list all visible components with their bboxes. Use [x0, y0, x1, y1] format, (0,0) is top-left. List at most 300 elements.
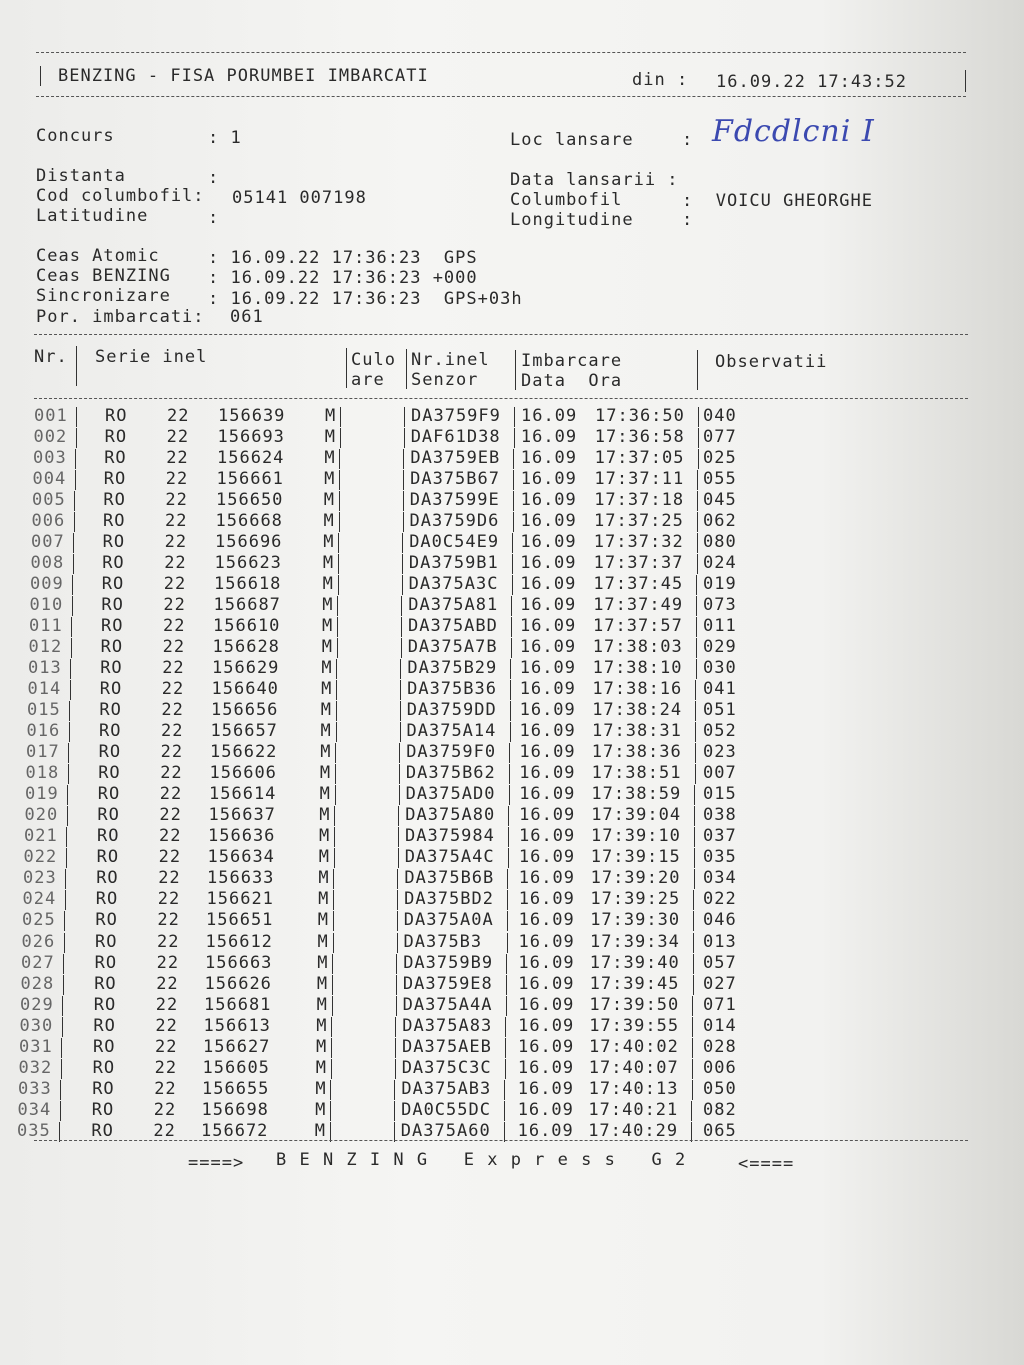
cell-sex: M	[318, 847, 330, 868]
table-row	[0, 1037, 1024, 1057]
sincronizare-label: Sincronizare	[36, 286, 171, 306]
cell-nr: 015	[27, 700, 61, 721]
cell-tara: RO	[93, 1036, 116, 1057]
cell-nr: 006	[31, 511, 66, 532]
cell-senzor: DA375A60	[400, 1120, 491, 1141]
cell-tara: RO	[93, 1015, 116, 1036]
cell-data: 16.09	[520, 490, 577, 511]
cell-tara: RO	[97, 784, 121, 805]
cell-inel: 156657	[210, 721, 278, 742]
cell-inel: 156656	[211, 700, 279, 721]
cell-data: 16.09	[518, 931, 575, 952]
table-row	[0, 427, 1024, 447]
table-row	[0, 868, 1024, 888]
row-sep-obs	[697, 470, 698, 490]
cell-data: 16.09	[519, 658, 576, 679]
cell-sex: M	[323, 490, 336, 511]
cell-ora: 17:39:40	[589, 952, 680, 973]
header-right-bar	[965, 70, 966, 92]
cell-nr: 033	[18, 1078, 52, 1099]
col-serie-inel: Serie inel	[95, 347, 208, 367]
row-sep-nr	[71, 638, 72, 658]
table-bottom-rule	[34, 1140, 968, 1141]
cell-data: 16.09	[520, 616, 577, 637]
cell-tara: RO	[103, 469, 127, 490]
row-sep-obs	[697, 554, 698, 574]
cell-observatii: 055	[703, 469, 737, 490]
table-row	[0, 532, 1024, 552]
row-sep-data	[513, 491, 514, 511]
cell-nr: 029	[20, 994, 54, 1015]
cell-tara: RO	[95, 931, 118, 952]
cell-an: 22	[161, 721, 184, 742]
col-divider-nr	[76, 346, 77, 386]
cell-ora: 17:39:30	[590, 910, 681, 931]
cell-an: 22	[157, 931, 180, 952]
cell-inel: 156650	[216, 490, 284, 511]
cell-senzor: DA375A81	[408, 595, 499, 616]
cell-senzor: DA3759F9	[411, 406, 501, 426]
cell-observatii: 013	[703, 931, 737, 952]
cell-ora: 17:37:57	[593, 616, 683, 637]
cell-nr: 024	[22, 889, 57, 910]
cell-observatii: 046	[703, 910, 737, 931]
cell-senzor: DA375A14	[406, 721, 497, 742]
cell-inel: 156633	[207, 868, 275, 889]
cell-an: 22	[157, 889, 181, 910]
longitudine-label: Longitudine	[510, 210, 634, 230]
row-sep-obs	[694, 848, 695, 868]
table-row	[0, 910, 1024, 930]
cell-inel: 156651	[206, 910, 274, 931]
row-sep-obs	[697, 512, 698, 532]
cell-nr: 025	[22, 910, 56, 931]
row-sep-nr	[74, 491, 75, 511]
cell-tara: RO	[97, 826, 120, 847]
row-sep-nr	[76, 428, 77, 448]
cell-an: 22	[158, 868, 181, 889]
table-row	[0, 721, 1024, 741]
cell-observatii: 051	[703, 700, 737, 721]
row-sep-nr	[68, 743, 69, 763]
row-sep-data	[506, 996, 507, 1016]
cell-nr: 034	[17, 1099, 52, 1120]
cell-tara: RO	[105, 406, 128, 426]
row-sep-sex	[336, 701, 337, 721]
row-sep-nr	[66, 827, 67, 847]
row-sep-senzor	[396, 996, 397, 1016]
cell-observatii: 007	[703, 763, 737, 784]
row-sep-senzor	[403, 491, 404, 511]
cell-ora: 17:37:45	[593, 574, 684, 595]
row-sep-senzor	[398, 806, 399, 826]
cell-observatii: 080	[703, 532, 737, 553]
cell-tara: RO	[93, 994, 117, 1015]
table-row	[0, 700, 1024, 720]
row-sep-senzor	[395, 1017, 396, 1037]
cell-sex: M	[315, 1099, 327, 1120]
cell-senzor: DA375B6B	[404, 868, 495, 889]
table-row	[0, 511, 1024, 531]
row-sep-senzor	[401, 638, 402, 658]
row-sep-sex	[340, 428, 341, 448]
cell-an: 22	[157, 910, 180, 931]
cell-an: 22	[153, 1099, 177, 1120]
cell-sex: M	[324, 448, 336, 469]
row-sep-senzor	[396, 975, 397, 995]
cell-sex: M	[319, 784, 331, 805]
cell-tara: RO	[91, 1120, 114, 1141]
cell-tara: RO	[96, 847, 120, 868]
cell-inel: 156681	[204, 994, 272, 1015]
longitudine-value: :	[682, 210, 694, 230]
cell-an: 22	[160, 763, 183, 784]
row-sep-nr	[75, 449, 76, 469]
cell-tara: RO	[103, 511, 126, 532]
cell-nr: 004	[32, 469, 67, 490]
ceas-atomic-label: Ceas Atomic	[36, 246, 160, 266]
row-sep-sex	[333, 869, 334, 889]
row-sep-data	[513, 470, 514, 490]
cell-tara: RO	[94, 952, 118, 973]
cell-inel: 156640	[211, 679, 279, 700]
cell-nr: 011	[29, 616, 63, 637]
distanta-label: Distanta	[36, 166, 126, 186]
cod-columbofil-label: Cod columbofil:	[36, 186, 205, 206]
col-nr-inel-line2: Senzor	[411, 370, 479, 390]
row-sep-senzor	[401, 596, 402, 616]
cell-data: 16.09	[520, 574, 577, 595]
cell-inel: 156634	[207, 847, 275, 868]
distanta-value: :	[208, 168, 220, 188]
cell-senzor: DA375A4A	[402, 994, 493, 1015]
row-sep-sex	[336, 722, 337, 742]
row-sep-sex	[339, 491, 340, 511]
columbofil-label: Columbofil	[510, 190, 623, 210]
cell-ora: 17:39:34	[590, 931, 680, 952]
row-sep-data	[510, 722, 511, 742]
cell-ora: 17:39:50	[589, 994, 680, 1015]
row-sep-senzor	[399, 764, 400, 784]
cell-ora: 17:38:59	[591, 784, 682, 805]
cell-ora: 17:37:25	[594, 511, 684, 532]
row-sep-data	[509, 785, 510, 805]
row-sep-sex	[337, 596, 338, 616]
cell-inel: 156628	[212, 637, 280, 658]
cell-tara: RO	[101, 616, 124, 637]
cell-data: 16.09	[519, 742, 576, 763]
row-sep-senzor	[394, 1101, 395, 1121]
cell-sex: M	[320, 742, 332, 763]
cell-sex: M	[319, 826, 331, 847]
data-lansarii-label: Data lansarii :	[510, 170, 679, 190]
row-sep-nr	[63, 975, 64, 995]
row-sep-sex	[336, 680, 337, 700]
row-sep-sex	[335, 764, 336, 784]
col-divider-culoare	[406, 349, 407, 389]
cell-ora: 17:36:50	[595, 406, 685, 426]
cell-nr: 030	[19, 1015, 54, 1036]
table-row	[0, 763, 1024, 783]
row-sep-data	[510, 659, 511, 679]
table-row	[0, 889, 1024, 909]
cell-senzor: DA0C55DC	[401, 1099, 491, 1120]
cell-an: 22	[166, 448, 189, 469]
cell-senzor: DA375B67	[410, 469, 500, 490]
cell-tara: RO	[101, 595, 124, 616]
cell-observatii: 077	[703, 427, 737, 448]
row-sep-sex	[334, 827, 335, 847]
cell-data: 16.09	[517, 1120, 574, 1141]
cell-senzor: DA375A3C	[408, 574, 499, 595]
cell-data: 16.09	[517, 1078, 574, 1099]
cell-senzor: DA375A4C	[404, 847, 495, 868]
cell-nr: 010	[29, 595, 64, 616]
row-sep-data	[512, 554, 513, 574]
cell-ora: 17:38:10	[592, 658, 683, 679]
row-sep-obs	[698, 428, 699, 448]
cell-observatii: 015	[703, 784, 737, 805]
cell-an: 22	[155, 994, 179, 1015]
cell-data: 16.09	[520, 469, 577, 490]
cell-data: 16.09	[519, 637, 577, 658]
col-nr-inel-line1: Nr.inel	[411, 350, 490, 370]
cell-observatii: 082	[703, 1099, 737, 1120]
cell-inel: 156629	[212, 658, 280, 679]
cell-observatii: 062	[703, 511, 737, 532]
row-sep-senzor	[404, 407, 405, 427]
table-row	[0, 490, 1024, 510]
report-title: BENZING - FISA PORUMBEI IMBARCATI	[58, 66, 429, 86]
cell-sex: M	[321, 679, 333, 700]
cell-tara: RO	[96, 868, 119, 889]
cell-data: 16.09	[519, 805, 576, 826]
table-row	[0, 406, 1024, 426]
cell-inel: 156627	[203, 1036, 271, 1057]
cell-senzor: DA3759F0	[406, 742, 497, 763]
cell-observatii: 027	[703, 973, 737, 994]
row-sep-nr	[59, 1122, 60, 1142]
cell-nr: 016	[26, 721, 61, 742]
cell-nr: 027	[21, 952, 55, 973]
cell-an: 22	[159, 805, 182, 826]
cell-observatii: 045	[703, 490, 737, 511]
cell-observatii: 023	[703, 742, 737, 763]
cell-nr: 009	[30, 574, 64, 595]
row-sep-data	[514, 428, 515, 448]
row-sep-senzor	[403, 470, 404, 490]
cell-nr: 022	[23, 847, 58, 868]
cell-nr: 008	[30, 553, 65, 574]
cell-an: 22	[164, 532, 188, 553]
cell-an: 22	[154, 1057, 178, 1078]
cell-inel: 156698	[201, 1099, 269, 1120]
cell-ora: 17:38:16	[592, 679, 683, 700]
row-sep-data	[508, 848, 509, 868]
cell-nr: 031	[19, 1036, 53, 1057]
row-sep-data	[512, 575, 513, 595]
table-row	[0, 742, 1024, 762]
cell-tara: RO	[98, 763, 121, 784]
table-row	[0, 826, 1024, 846]
latitudine-label: Latitudine	[36, 206, 149, 226]
footer-brand-text: B E N Z I N G E x p r e s s G 2	[276, 1150, 687, 1170]
cell-ora: 17:39:25	[590, 889, 681, 910]
cell-inel: 156610	[213, 616, 281, 637]
cell-senzor: DA3759DD	[406, 700, 497, 721]
row-sep-data	[509, 743, 510, 763]
cell-observatii: 028	[703, 1036, 737, 1057]
cell-inel: 156626	[204, 973, 272, 994]
cell-inel: 156637	[208, 805, 276, 826]
row-sep-data	[510, 701, 511, 721]
col-observatii: Observatii	[715, 352, 828, 372]
table-row	[0, 847, 1024, 867]
cell-nr: 018	[25, 763, 60, 784]
cell-ora: 17:37:49	[593, 595, 684, 616]
row-sep-data	[509, 764, 510, 784]
row-sep-data	[504, 1080, 505, 1100]
cell-an: 22	[156, 952, 180, 973]
cell-an: 22	[166, 427, 190, 448]
row-sep-obs	[695, 743, 696, 763]
row-sep-sex	[338, 554, 339, 574]
cell-tara: RO	[103, 490, 126, 511]
row-sep-senzor	[395, 1038, 396, 1058]
cell-sex: M	[316, 994, 328, 1015]
row-sep-senzor	[395, 1059, 396, 1079]
row-sep-obs	[693, 954, 694, 974]
cell-sex: M	[315, 1078, 327, 1099]
cell-data: 16.09	[521, 406, 578, 426]
row-sep-data	[507, 869, 508, 889]
cell-sex: M	[322, 574, 334, 595]
cell-sex: M	[324, 469, 336, 490]
cell-an: 22	[161, 679, 185, 700]
cell-data: 16.09	[519, 721, 576, 742]
row-sep-senzor	[397, 869, 398, 889]
row-sep-nr	[69, 701, 70, 721]
cell-senzor: DA375C3C	[401, 1057, 492, 1078]
cell-tara: RO	[100, 637, 124, 658]
cell-an: 22	[167, 406, 190, 426]
cell-ora: 17:39:10	[591, 826, 681, 847]
cell-senzor: DA375BD2	[404, 889, 494, 910]
cell-senzor: DA375A83	[402, 1015, 493, 1036]
cell-ora: 17:39:15	[590, 847, 681, 868]
cell-an: 22	[156, 973, 179, 994]
row-sep-sex	[330, 1101, 331, 1121]
cell-senzor: DA3759D6	[409, 511, 500, 532]
porumbei-imbarcati-value: 061	[230, 307, 264, 327]
cell-data: 16.09	[518, 994, 575, 1015]
cell-ora: 17:40:21	[588, 1099, 679, 1120]
cell-tara: RO	[99, 721, 122, 742]
cell-tara: RO	[102, 532, 126, 553]
cell-sex: M	[320, 721, 332, 742]
row-sep-sex	[338, 575, 339, 595]
row-sep-nr	[63, 954, 64, 974]
cell-observatii: 006	[703, 1057, 737, 1078]
row-sep-data	[507, 911, 508, 931]
row-sep-obs	[693, 911, 694, 931]
row-sep-senzor	[396, 954, 397, 974]
row-sep-nr	[64, 911, 65, 931]
row-sep-nr	[62, 996, 63, 1016]
col-divider-senzor	[515, 350, 516, 390]
cell-data: 16.09	[520, 448, 577, 469]
cell-sex: M	[314, 1120, 327, 1141]
cell-tara: RO	[95, 910, 118, 931]
cell-data: 16.09	[520, 553, 577, 574]
row-sep-sex	[339, 512, 340, 532]
cell-nr: 023	[23, 868, 57, 889]
cell-ora: 17:36:58	[594, 427, 685, 448]
cell-nr: 026	[21, 931, 56, 952]
cell-observatii: 052	[703, 721, 737, 742]
cell-observatii: 035	[703, 847, 737, 868]
row-sep-data	[511, 638, 512, 658]
row-sep-obs	[693, 933, 694, 953]
row-sep-nr	[74, 512, 75, 532]
cell-sex: M	[316, 973, 329, 994]
cell-tara: RO	[97, 805, 120, 826]
row-sep-sex	[337, 638, 338, 658]
cell-ora: 17:39:04	[591, 805, 682, 826]
table-row	[0, 784, 1024, 804]
sincronizare-value: : 16.09.22 17:36:23 GPS+03h	[208, 289, 523, 309]
din-label: din :	[632, 70, 689, 90]
col-nr: Nr.	[34, 347, 68, 367]
row-sep-data	[508, 827, 509, 847]
cell-sex: M	[317, 910, 330, 931]
table-row	[0, 953, 1024, 973]
cell-ora: 17:39:45	[589, 973, 680, 994]
cell-senzor: DA375A7B	[407, 637, 498, 658]
cell-inel: 156614	[209, 784, 277, 805]
cell-sex: M	[323, 511, 335, 532]
row-sep-sex	[339, 449, 340, 469]
cell-data: 16.09	[520, 427, 578, 448]
row-sep-senzor	[394, 1080, 395, 1100]
row-sep-senzor	[402, 554, 403, 574]
table-row	[0, 805, 1024, 825]
table-row	[0, 1100, 1024, 1120]
cell-observatii: 038	[703, 805, 737, 826]
cell-observatii: 050	[703, 1078, 737, 1099]
row-sep-sex	[340, 407, 341, 427]
row-sep-nr	[72, 575, 73, 595]
row-sep-nr	[62, 1017, 63, 1037]
row-sep-nr	[71, 617, 72, 637]
cell-data: 16.09	[519, 700, 576, 721]
cell-observatii: 030	[703, 658, 737, 679]
table-row	[0, 574, 1024, 594]
row-sep-obs	[696, 575, 697, 595]
row-sep-data	[508, 806, 509, 826]
cell-senzor: DA375AEB	[402, 1036, 492, 1057]
cell-nr: 007	[31, 532, 65, 553]
cell-an: 22	[161, 700, 184, 721]
cell-observatii: 065	[703, 1120, 737, 1141]
cell-sex: M	[324, 427, 336, 448]
cell-inel: 156687	[213, 595, 281, 616]
row-sep-senzor	[400, 680, 401, 700]
col-imbarcare-line1: Imbarcare	[521, 351, 623, 371]
row-sep-sex	[335, 785, 336, 805]
row-sep-data	[506, 954, 507, 974]
cell-observatii: 071	[703, 994, 737, 1015]
